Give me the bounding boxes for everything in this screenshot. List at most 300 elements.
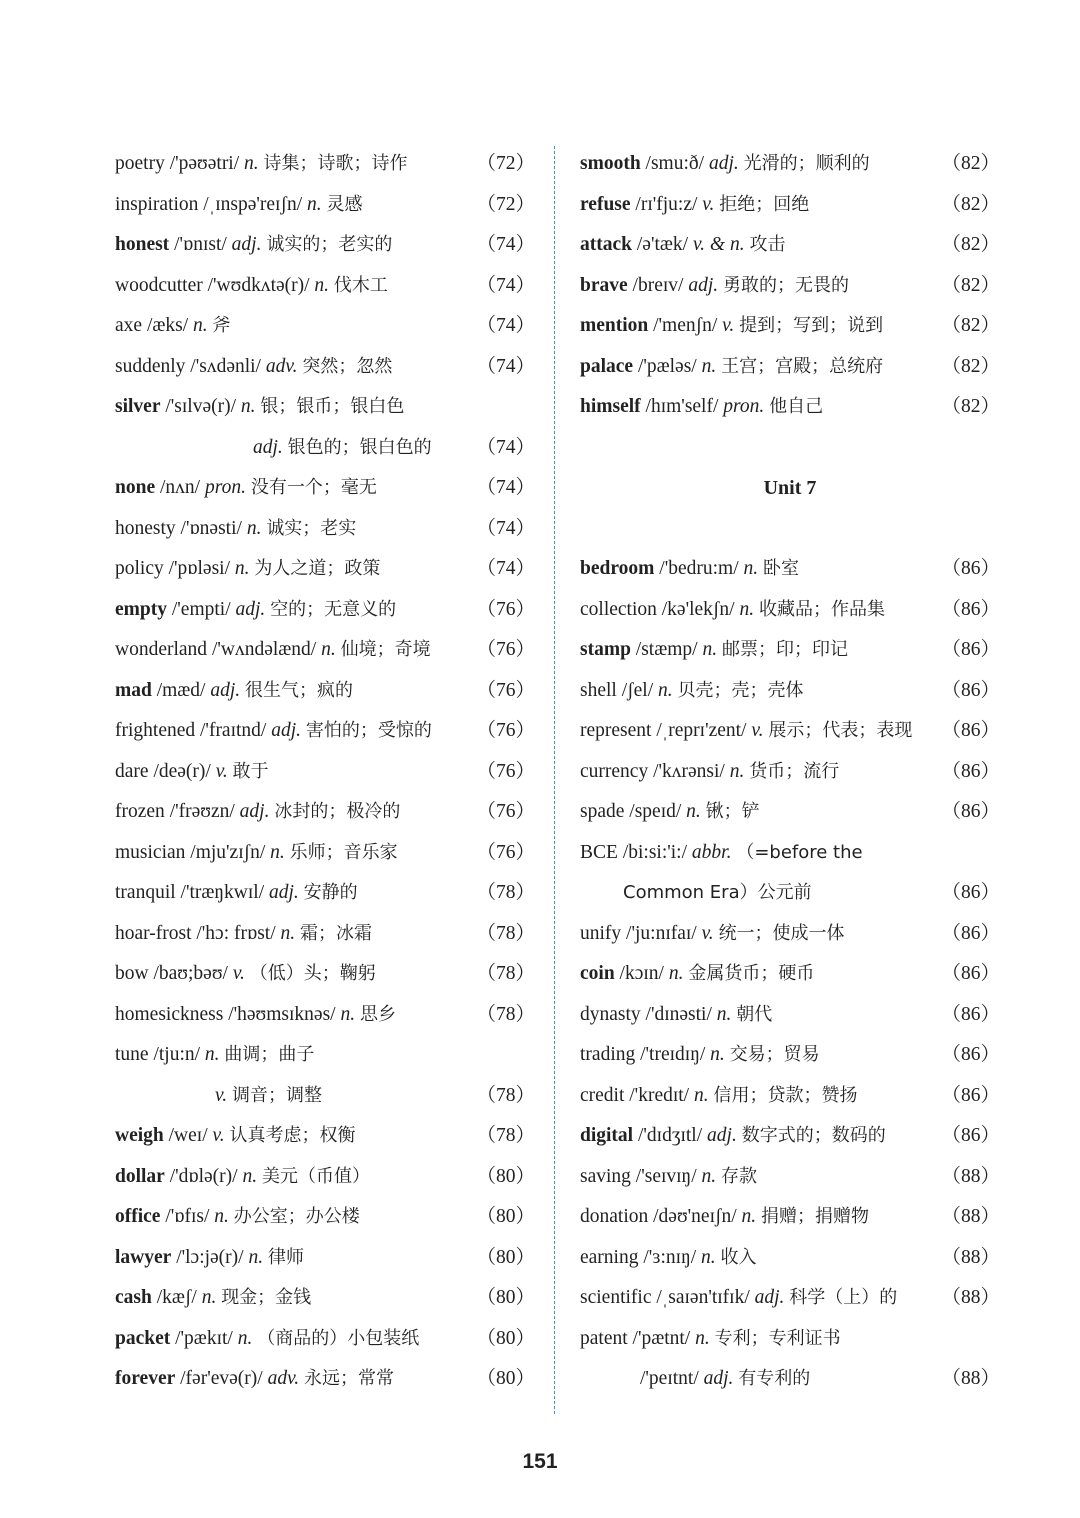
entry-text [580,1238,757,1279]
part-of-speech: n. [741,1206,757,1227]
vocab-entry-dare [115,752,535,793]
vocab-entry-tune [115,1035,535,1076]
page-reference: （86） [941,963,1000,984]
left-vocabulary-column [115,144,535,1400]
part-of-speech: n. [237,1327,253,1349]
phonetic: /hɪm'self/ [645,396,719,417]
headword: shell [580,679,617,701]
chinese-meaning: 诚实的；老实的 [266,234,393,255]
vocab-entry-mention [580,306,1000,347]
part-of-speech: n. [701,1165,717,1187]
chinese-meaning: 很生气；疯的 [245,679,354,701]
phonetic: /'hɔ: frɒst/ [196,922,276,944]
phonetic: /'dɒlə(r)/ [169,1165,238,1187]
vocab-entry-dynasty [580,995,1000,1036]
entry-text [580,671,804,712]
headword: mad [115,679,152,701]
chinese-meaning: 美元（币值） [261,1165,370,1187]
entry-text [115,833,398,874]
phonetic: /'wʌndəlænd/ [211,639,317,660]
blank-row [580,428,1000,469]
entry-text [580,549,799,590]
part-of-speech: v. [212,1125,225,1146]
part-of-speech: adv. [267,1368,300,1389]
chinese-meaning: 没有一个；毫无 [250,477,377,498]
chinese-meaning: 永远；常常 [304,1368,395,1389]
phonetic: /weɪ/ [168,1125,208,1146]
chinese-meaning: 统一；使成一体 [718,922,845,944]
headword: musician [115,841,186,863]
page-reference: （86） [941,922,1000,944]
part-of-speech: n. [695,1327,710,1349]
page-reference: （72） [476,153,535,174]
page-reference: （88） [941,1165,1000,1187]
chinese-meaning: 存款 [721,1165,757,1187]
vocab-entry-frozen [115,792,535,833]
vocab-entry-stamp [580,630,1000,671]
phonetic: /'pætnt/ [632,1327,691,1349]
vocab-entry-frightened [115,711,535,752]
headword: inspiration [115,193,199,215]
part-of-speech: adj. [239,801,270,822]
headword: hoar-frost [115,922,192,944]
entry-text [115,1359,394,1400]
vocab-entry-credit [580,1076,1000,1117]
vocab-entry-patent [580,1319,1000,1360]
chinese-meaning: 专利；专利证书 [714,1327,841,1349]
phonetic: /'seɪvɪŋ/ [635,1165,697,1187]
part-of-speech: adj. [688,274,719,296]
phonetic: /'pækɪt/ [175,1327,233,1349]
page-reference: （86） [941,1003,1000,1025]
part-of-speech: n. [214,1206,229,1227]
part-of-speech: n. [340,1003,356,1025]
vocab-entry-office [115,1197,535,1238]
entry-text [115,225,392,266]
part-of-speech: v. [701,922,714,944]
vocab-entry-saving [580,1157,1000,1198]
part-of-speech: adj. [253,436,283,458]
right-vocabulary-column [580,144,1000,1400]
entry-text [580,792,760,833]
headword: dare [115,760,149,782]
page-reference: （86） [941,760,1000,782]
vocab-entry-bow [115,954,535,995]
page-reference: （82） [941,193,1000,215]
headword: trading [580,1044,636,1065]
headword: silver [115,396,161,417]
page-reference: （82） [941,234,1000,255]
vocab-entry-collection [580,590,1000,631]
vocab-entry-coin [580,954,1000,995]
phonetic: /'dɪdʒɪtl/ [637,1125,703,1146]
headword: scientific [580,1287,652,1308]
chinese-meaning: 认真考虑；权衡 [229,1125,356,1146]
entry-text [580,306,883,347]
chinese-meaning: 诗集；诗歌；诗作 [263,153,408,174]
part-of-speech: n. [246,517,262,539]
vocab-entry-homesickness [115,995,535,1036]
entry-text [580,1157,757,1198]
page-reference: （82） [941,315,1000,336]
headword: spade [580,801,625,822]
vocab-entry-palace [580,347,1000,388]
vocab-entry-lawyer [115,1238,535,1279]
headword: forever [115,1368,176,1389]
chinese-meaning: 律师 [267,1246,304,1268]
page-reference: （86） [941,598,1000,620]
page-reference: （76） [476,598,535,620]
part-of-speech: n. [716,1003,732,1025]
entry-text [580,185,809,226]
page-reference: （74） [476,558,535,579]
chinese-meaning: （低）头；鞠躬 [249,963,376,984]
headword: credit [580,1084,625,1106]
phonetic: /bi:si:'i:/ [622,841,688,863]
part-of-speech: n. [201,1287,217,1308]
entry-text [115,306,231,347]
page-reference: （78） [476,882,535,903]
headword: himself [580,396,641,417]
vocab-entry-continuation [115,428,535,469]
phonetic: /nʌn/ [159,477,201,498]
headword: none [115,477,156,498]
entry-text [115,185,363,226]
chinese-meaning: 收入 [720,1246,757,1268]
vocab-entry-continuation [580,873,1000,914]
page-reference: （74） [476,436,535,458]
page-reference: （74） [476,477,535,498]
vocab-entry-wonderland [115,630,535,671]
phonetic: /'frəʊzn/ [169,801,235,822]
entry-text [115,995,396,1036]
unit-heading: Unit 7 [763,477,817,499]
page-reference: （86） [941,1044,1000,1065]
headword: saving [580,1165,631,1187]
page-reference: （78） [476,963,535,984]
vocab-entry-trading [580,1035,1000,1076]
vocab-entry-smooth [580,144,1000,185]
entry-text [580,914,845,955]
headword: donation [580,1206,649,1227]
page-reference: （80） [476,1287,535,1308]
entry-text [580,1197,869,1238]
chinese-meaning: 办公室；办公楼 [233,1206,360,1227]
part-of-speech: n. [693,1084,709,1106]
part-of-speech: n. [701,355,717,377]
chinese-meaning: 有专利的 [738,1368,811,1389]
vocab-entry-continuation [580,1359,1000,1400]
vocab-entry-represent [580,711,1000,752]
entry-text [115,914,372,955]
part-of-speech: adj. [271,720,302,741]
part-of-speech: n. [307,193,322,215]
headword: woodcutter [115,274,203,296]
chinese-meaning: 斧 [212,315,231,336]
vocab-entry-poetry [115,144,535,185]
page-reference: （74） [476,517,535,539]
entry-text [580,1319,841,1360]
entry-text [115,954,376,995]
headword: office [115,1206,161,1227]
headword: digital [580,1125,634,1146]
entry-text [580,752,839,793]
phonetic: /'dɪnəsti/ [645,1003,712,1025]
page-reference: （86） [941,1084,1000,1106]
part-of-speech: adj. [707,1125,737,1146]
headword: frozen [115,801,165,822]
page-reference: （86） [941,882,1000,903]
page-reference: （76） [476,639,535,660]
phonetic: /'lɔ:jə(r)/ [176,1246,244,1268]
chinese-meaning: 曲调；曲子 [224,1044,315,1065]
page-reference: （86） [941,1125,1000,1146]
part-of-speech: n. [658,679,673,701]
headword: cash [115,1287,152,1308]
page-reference: （82） [941,396,1000,417]
phonetic: /ˌɪnspə'reɪʃn/ [203,193,303,215]
column-divider [554,146,555,1414]
vocab-entry-empty [115,590,535,631]
part-of-speech: n. [729,760,745,782]
chinese-meaning: 科学（上）的 [789,1287,898,1308]
vocab-entry-bedroom [580,549,1000,590]
page-reference: （86） [941,639,1000,660]
phonetic: /'træŋkwɪl/ [180,882,265,903]
entry-text [115,428,432,469]
headword: empty [115,598,167,620]
chinese-meaning: 王宫；宫殿；总统府 [721,355,884,377]
chinese-meaning: 攻击 [749,234,786,255]
phonetic: /'wʊdkʌtə(r)/ [207,274,310,296]
part-of-speech: n. [248,1246,264,1268]
phonetic: /speɪd/ [629,801,682,822]
headword: coin [580,963,615,984]
part-of-speech: n. [270,841,285,863]
part-of-speech: v. [702,193,715,215]
page-reference: （72） [476,193,535,215]
vocab-entry-hoar-frost [115,914,535,955]
part-of-speech: v. & n. [692,234,745,255]
phonetic: /ˌreprɪ'zent/ [656,720,747,741]
phonetic: /breɪv/ [632,274,684,296]
vocab-entry-forever [115,1359,535,1400]
vocab-entry-inspiration [115,185,535,226]
entry-text [115,1197,360,1238]
page-reference: （82） [941,355,1000,377]
phonetic: /'pæləs/ [637,355,697,377]
headword: honest [115,234,170,255]
page-reference: （86） [941,558,1000,579]
vocab-entry-cash [115,1278,535,1319]
part-of-speech: n. [280,922,296,944]
chinese-meaning: 卧室 [763,558,799,579]
part-of-speech: adj. [235,598,266,620]
headword: suddenly [115,355,186,377]
vocab-entry-axe [115,306,535,347]
entry-text [580,1359,810,1400]
vocab-entry-mad [115,671,535,712]
phonetic: /rɪ'fju:z/ [635,193,698,215]
page-reference: （80） [476,1206,535,1227]
phonetic: /'kʌrənsi/ [653,760,725,782]
part-of-speech: adj. [754,1287,785,1308]
phonetic: /'sʌdənli/ [190,355,261,377]
chinese-meaning: 勇敢的；无畏的 [722,274,849,296]
phonetic: /'pɒləsi/ [168,558,231,579]
headword: unify [580,922,622,944]
headword: collection [580,598,657,620]
part-of-speech: n. [234,558,250,579]
vocab-entry-shell [580,671,1000,712]
entry-text [115,711,432,752]
entry-text [580,630,848,671]
phonetic: /'empti/ [171,598,231,620]
headword: stamp [580,639,631,660]
vocab-entry-bce [580,833,1000,874]
page-reference: （76） [476,720,535,741]
phonetic: /'ɜ:nɪŋ/ [643,1246,697,1268]
page-number: 151 [522,1450,558,1473]
vocab-entry-suddenly [115,347,535,388]
chinese-meaning: 空的；无意义的 [270,598,397,620]
chinese-meaning: 贝壳；壳；壳体 [677,679,804,701]
entry-text [115,1035,314,1076]
part-of-speech: n. [710,1044,725,1065]
chinese-meaning: 思乡 [359,1003,396,1025]
part-of-speech: adj. [269,882,299,903]
vocab-entry-brave [580,266,1000,307]
page-reference: （78） [476,922,535,944]
chinese-meaning: 仙境；奇境 [340,639,431,660]
chinese-meaning: 展示；代表；表现 [768,720,913,741]
phonetic: /smu:ð/ [645,153,705,174]
chinese-meaning: 金属货币；硬币 [688,963,815,984]
vocab-entry-honesty [115,509,535,550]
entry-text [115,266,388,307]
phonetic: /'ɒfɪs/ [165,1206,210,1227]
entry-text [580,1076,857,1117]
part-of-speech: v. [215,1084,228,1106]
phonetic: /baʊ;bəʊ/ [153,963,228,984]
vocab-entry-earning [580,1238,1000,1279]
entry-text [115,630,431,671]
vocab-entry-spade [580,792,1000,833]
part-of-speech: adj. [210,679,241,701]
phonetic: /kə'lekʃn/ [661,598,735,620]
page-reference: （78） [476,1125,535,1146]
entry-text [115,590,396,631]
page-reference: （78） [476,1003,535,1025]
chinese-meaning: 冰封的；极冷的 [274,801,401,822]
vocab-entry-policy [115,549,535,590]
phonetic: /'menʃn/ [653,315,718,336]
part-of-speech: n. [686,801,701,822]
entry-text [580,225,785,266]
vocab-entry-refuse [580,185,1000,226]
headword: mention [580,315,649,336]
page-reference: （76） [476,679,535,701]
chinese-meaning: 害怕的；受惊的 [305,720,432,741]
headword: currency [580,760,649,782]
vocab-entry-scientific [580,1278,1000,1319]
vocab-entry-packet [115,1319,535,1360]
entry-text [115,873,358,914]
chinese-meaning: 霜；冰霜 [300,922,372,944]
headword: tune [115,1044,149,1065]
page-reference: （86） [941,679,1000,701]
page-reference: （80） [476,1368,535,1389]
entry-text [115,1076,322,1117]
entry-text [580,1116,886,1157]
phonetic: /mju'zɪʃn/ [190,841,266,863]
page-reference: （88） [941,1246,1000,1268]
part-of-speech: v. [232,963,245,984]
headword: lawyer [115,1246,172,1268]
chinese-meaning: 货币；流行 [749,760,840,782]
page-reference: （76） [476,841,535,863]
chinese-meaning: 银色的；银白色的 [287,436,432,458]
entry-text [115,1278,311,1319]
page-reference: （88） [941,1206,1000,1227]
entry-text [580,590,885,631]
chinese-meaning: 现金；金钱 [221,1287,312,1308]
vocab-entry-woodcutter [115,266,535,307]
vocab-entry-continuation [115,1076,535,1117]
vocab-entry-weigh [115,1116,535,1157]
phonetic: /'sɪlvə(r)/ [165,396,237,417]
part-of-speech: n. [668,963,684,984]
phonetic: /dəʊ'neɪʃn/ [653,1206,737,1227]
phonetic: /ˌsaɪən'tɪfɪk/ [656,1287,750,1308]
entry-text [115,792,400,833]
headword: palace [580,355,634,377]
chinese-meaning: 交易；贸易 [729,1044,820,1065]
entry-text [115,549,380,590]
chinese-meaning: 数字式的；数码的 [741,1125,886,1146]
chinese-meaning: 收藏品；作品集 [758,598,885,620]
vocab-entry-dollar [115,1157,535,1198]
chinese-meaning: 银；银币；银白色 [260,396,405,417]
part-of-speech: n. [240,396,256,417]
headword: weigh [115,1125,164,1146]
phonetic: /ə'tæk/ [636,234,689,255]
phonetic: /'fraɪtnd/ [200,720,267,741]
vocab-entry-none [115,468,535,509]
chinese-meaning: 邮票；印；印记 [721,639,848,660]
entry-text [580,711,912,752]
chinese-meaning: 朝代 [736,1003,773,1025]
chinese-meaning: （商品的）小包装纸 [257,1327,420,1349]
headword: dynasty [580,1003,641,1025]
vocab-entry-donation [580,1197,1000,1238]
entry-text [580,1278,897,1319]
vocab-entry-himself [580,387,1000,428]
page-reference: （76） [476,801,535,822]
part-of-speech: abbr. [691,841,732,863]
part-of-speech: adj. [708,153,739,174]
page-reference: （78） [476,1084,535,1106]
part-of-speech: adv. [265,355,298,377]
part-of-speech: adj. [231,234,262,255]
page-reference: （86） [941,801,1000,822]
entry-text [115,1157,370,1198]
phonetic: /'ɒnɪst/ [174,234,227,255]
entry-text [115,671,353,712]
headword: policy [115,558,164,579]
chinese-meaning: 灵感 [326,193,363,215]
part-of-speech: pron. [204,477,246,498]
